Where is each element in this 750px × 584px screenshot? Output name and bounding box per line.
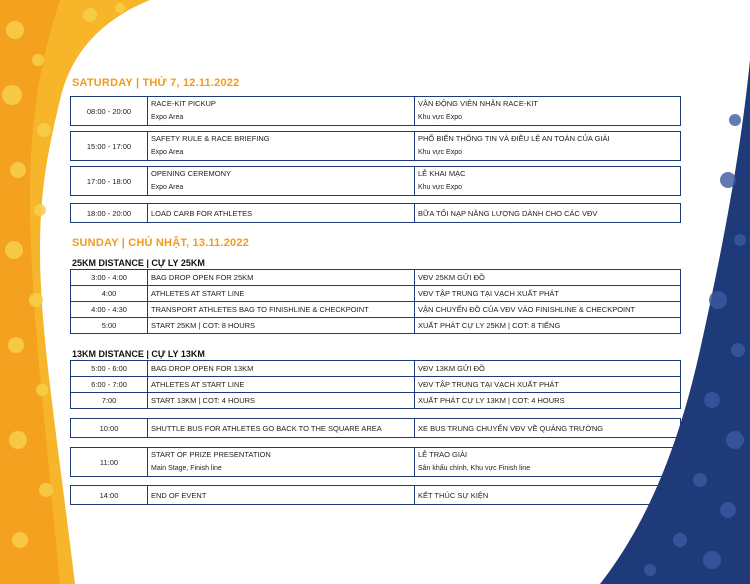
time-cell: 3:00 - 4:00	[71, 270, 148, 286]
activity-en: RACE-KIT PICKUP Expo Area	[148, 97, 415, 126]
activity-en: LOAD CARB FOR ATHLETES	[148, 204, 415, 223]
saturday-title: SATURDAY | THỨ 7, 12.11.2022	[72, 77, 240, 89]
time-cell: 18:00 - 20:00	[71, 204, 148, 223]
time-cell: 5:00	[71, 318, 148, 334]
activity-vi: VĐV 25KM GỬI ĐỒ	[415, 270, 681, 286]
activity-en: TRANSPORT ATHLETES BAG TO FINISHLINE & CHECKPOINT	[148, 302, 415, 318]
shuttle-row	[70, 418, 681, 438]
time-cell: 14:00	[71, 486, 148, 505]
activity-en: START 13KM | COT: 4 HOURS	[148, 393, 415, 409]
distance-25km-title: 25KM DISTANCE | CỰ LY 25KM	[72, 258, 205, 268]
table-row	[71, 318, 681, 334]
time-cell: 7:00	[71, 393, 148, 409]
distance-13km-table	[70, 360, 681, 409]
activity-vi: BỮA TỐI NẠP NĂNG LƯỢNG DÀNH CHO CÁC VĐV	[415, 204, 681, 223]
activity-vi: LỄ KHAI MẠC Khu vực Expo	[415, 167, 681, 196]
activity-en: SAFETY RULE & RACE BRIEFING Expo Area	[148, 132, 415, 161]
activity-en: OPENING CEREMONY Expo Area	[148, 167, 415, 196]
activity-en: START 25KM | COT: 8 HOURS	[148, 318, 415, 334]
activity-vi: XE BUS TRUNG CHUYỂN VĐV VỀ QUẢNG TRƯỜNG	[415, 419, 681, 438]
activity-en: END OF EVENT	[148, 486, 415, 505]
activity-vi: XUẤT PHÁT CỰ LY 25KM | COT: 8 TIẾNG	[415, 318, 681, 334]
time-cell: 10:00	[71, 419, 148, 438]
time-cell: 4:00 - 4:30	[71, 302, 148, 318]
activity-en: ATHLETES AT START LINE	[148, 377, 415, 393]
time-cell: 15:00 - 17:00	[71, 132, 148, 161]
table-row	[71, 270, 681, 286]
activity-vi: VĐV TẬP TRUNG TẠI VẠCH XUẤT PHÁT	[415, 286, 681, 302]
activity-en: START OF PRIZE PRESENTATION Main Stage, Finish line	[148, 448, 415, 477]
time-cell: 11:00	[71, 448, 148, 477]
distance-25km-table	[70, 269, 681, 334]
table-row	[71, 377, 681, 393]
table-row	[71, 302, 681, 318]
activity-en: SHUTTLE BUS FOR ATHLETES GO BACK TO THE SQUARE AREA	[148, 419, 415, 438]
activity-en: BAG DROP OPEN FOR 13KM	[148, 361, 415, 377]
activity-vi: VĐV TẬP TRUNG TẠI VẠCH XUẤT PHÁT	[415, 377, 681, 393]
time-cell: 17:00 - 18:00	[71, 167, 148, 196]
activity-en: ATHLETES AT START LINE	[148, 286, 415, 302]
activity-vi: PHỔ BIẾN THÔNG TIN VÀ ĐIỀU LỆ AN TOÀN CỦA GIẢI Khu vực Expo	[415, 132, 681, 161]
sunday-title: SUNDAY | CHỦ NHẬT, 13.11.2022	[72, 237, 250, 249]
table-row	[71, 286, 681, 302]
prize-row	[70, 447, 681, 477]
distance-13km-title: 13KM DISTANCE | CỰ LY 13KM	[72, 349, 205, 359]
time-cell: 4:00	[71, 286, 148, 302]
activity-en: BAG DROP OPEN FOR 25KM	[148, 270, 415, 286]
activity-vi: XUẤT PHÁT CỰ LY 13KM | COT: 4 HOURS	[415, 393, 681, 409]
time-cell: 08:00 - 20:00	[71, 97, 148, 126]
table-row	[71, 361, 681, 377]
end-row	[70, 485, 681, 505]
activity-vi: VẬN ĐỘNG VIÊN NHẬN RACE-KIT Khu vực Expo	[415, 97, 681, 126]
activity-vi: KẾT THÚC SỰ KIỆN	[415, 486, 681, 505]
activity-vi: LỄ TRAO GIẢI Sân khấu chính, Khu vực Finish line	[415, 448, 681, 477]
time-cell: 5:00 - 6:00	[71, 361, 148, 377]
activity-vi: VẬN CHUYỂN ĐỒ CỦA VĐV VÀO FINISHLINE & CHECKPOINT	[415, 302, 681, 318]
saturday-row-2	[70, 131, 681, 161]
saturday-row-1	[70, 96, 681, 126]
activity-vi: VĐV 13KM GỬI ĐỒ	[415, 361, 681, 377]
saturday-row-3	[70, 166, 681, 196]
table-row	[71, 393, 681, 409]
time-cell: 6:00 - 7:00	[71, 377, 148, 393]
saturday-row-4	[70, 203, 681, 223]
